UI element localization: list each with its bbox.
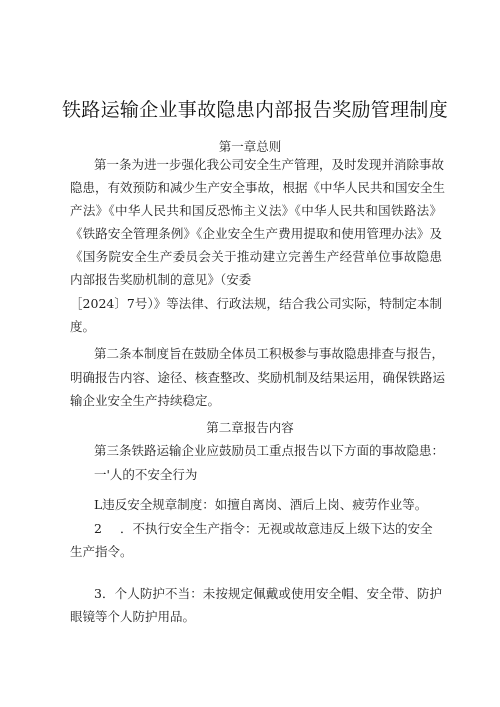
item-2-number: 2 — [94, 521, 102, 536]
article-3-line: 第三条铁路运输企业应鼓励员工重点报告以下方面的事故隐患： — [94, 443, 445, 458]
document-title: 铁路运输企业事故隐患内部报告奖励管理制度 — [62, 99, 449, 121]
chapter-1-heading: 第一章总则 — [218, 139, 282, 154]
article-2-line: 第二条本制度旨在鼓励全体员工积极参与事故隐患排查与报告， — [94, 346, 445, 361]
article-1-line: 内部报告奖励机制的意见》（安委 — [70, 272, 252, 287]
item-3-line: 3．个人防护不当：未按规定佩戴或使用安全帽、安全带、防护 — [94, 586, 442, 601]
article-1-line: 度。 — [70, 319, 96, 334]
section-heading: 一'人的不安全行为 — [94, 467, 198, 482]
article-1-line: ［2024〕7号）》等法律、行政法规，结合我公司实际，特制定本制 — [70, 296, 442, 311]
article-1-line: 第一条为进一步强化我公司安全生产管理，及时发现并消除事故 — [94, 157, 445, 172]
article-2-line: 输企业安全生产持续稳定。 — [70, 393, 221, 408]
item-1-line: L违反安全规章制度：如擅自离岗、酒后上岗、疲劳作业等。 — [94, 497, 428, 512]
item-3-line: 眼镜等个人防护用品。 — [70, 609, 196, 624]
chapter-2-heading: 第二章报告内容 — [206, 420, 294, 435]
article-1-line: 产法》《中华人民共和国反恐怖主义法》《中华人民共和国铁路法》 — [70, 203, 442, 218]
article-1-line: 《铁路安全管理条例》《企业安全生产费用提取和使用管理办法》及 — [70, 226, 442, 241]
item-2-line: 生产指令。 — [70, 544, 133, 559]
article-2-line: 明确报告内容、途径、核查整改、奖励机制及结果运用，确保铁路运 — [70, 370, 446, 385]
article-1-line: 隐患，有效预防和减少生产安全事故，根据《中华人民共和国安全生 — [70, 180, 446, 195]
item-2-line: ．不执行安全生产指令：无视或故意违反上级下达的安全 — [120, 521, 433, 536]
article-1-line: 《国务院安全生产委员会关于推动建立完善生产经营单位事故隐患 — [70, 249, 442, 264]
